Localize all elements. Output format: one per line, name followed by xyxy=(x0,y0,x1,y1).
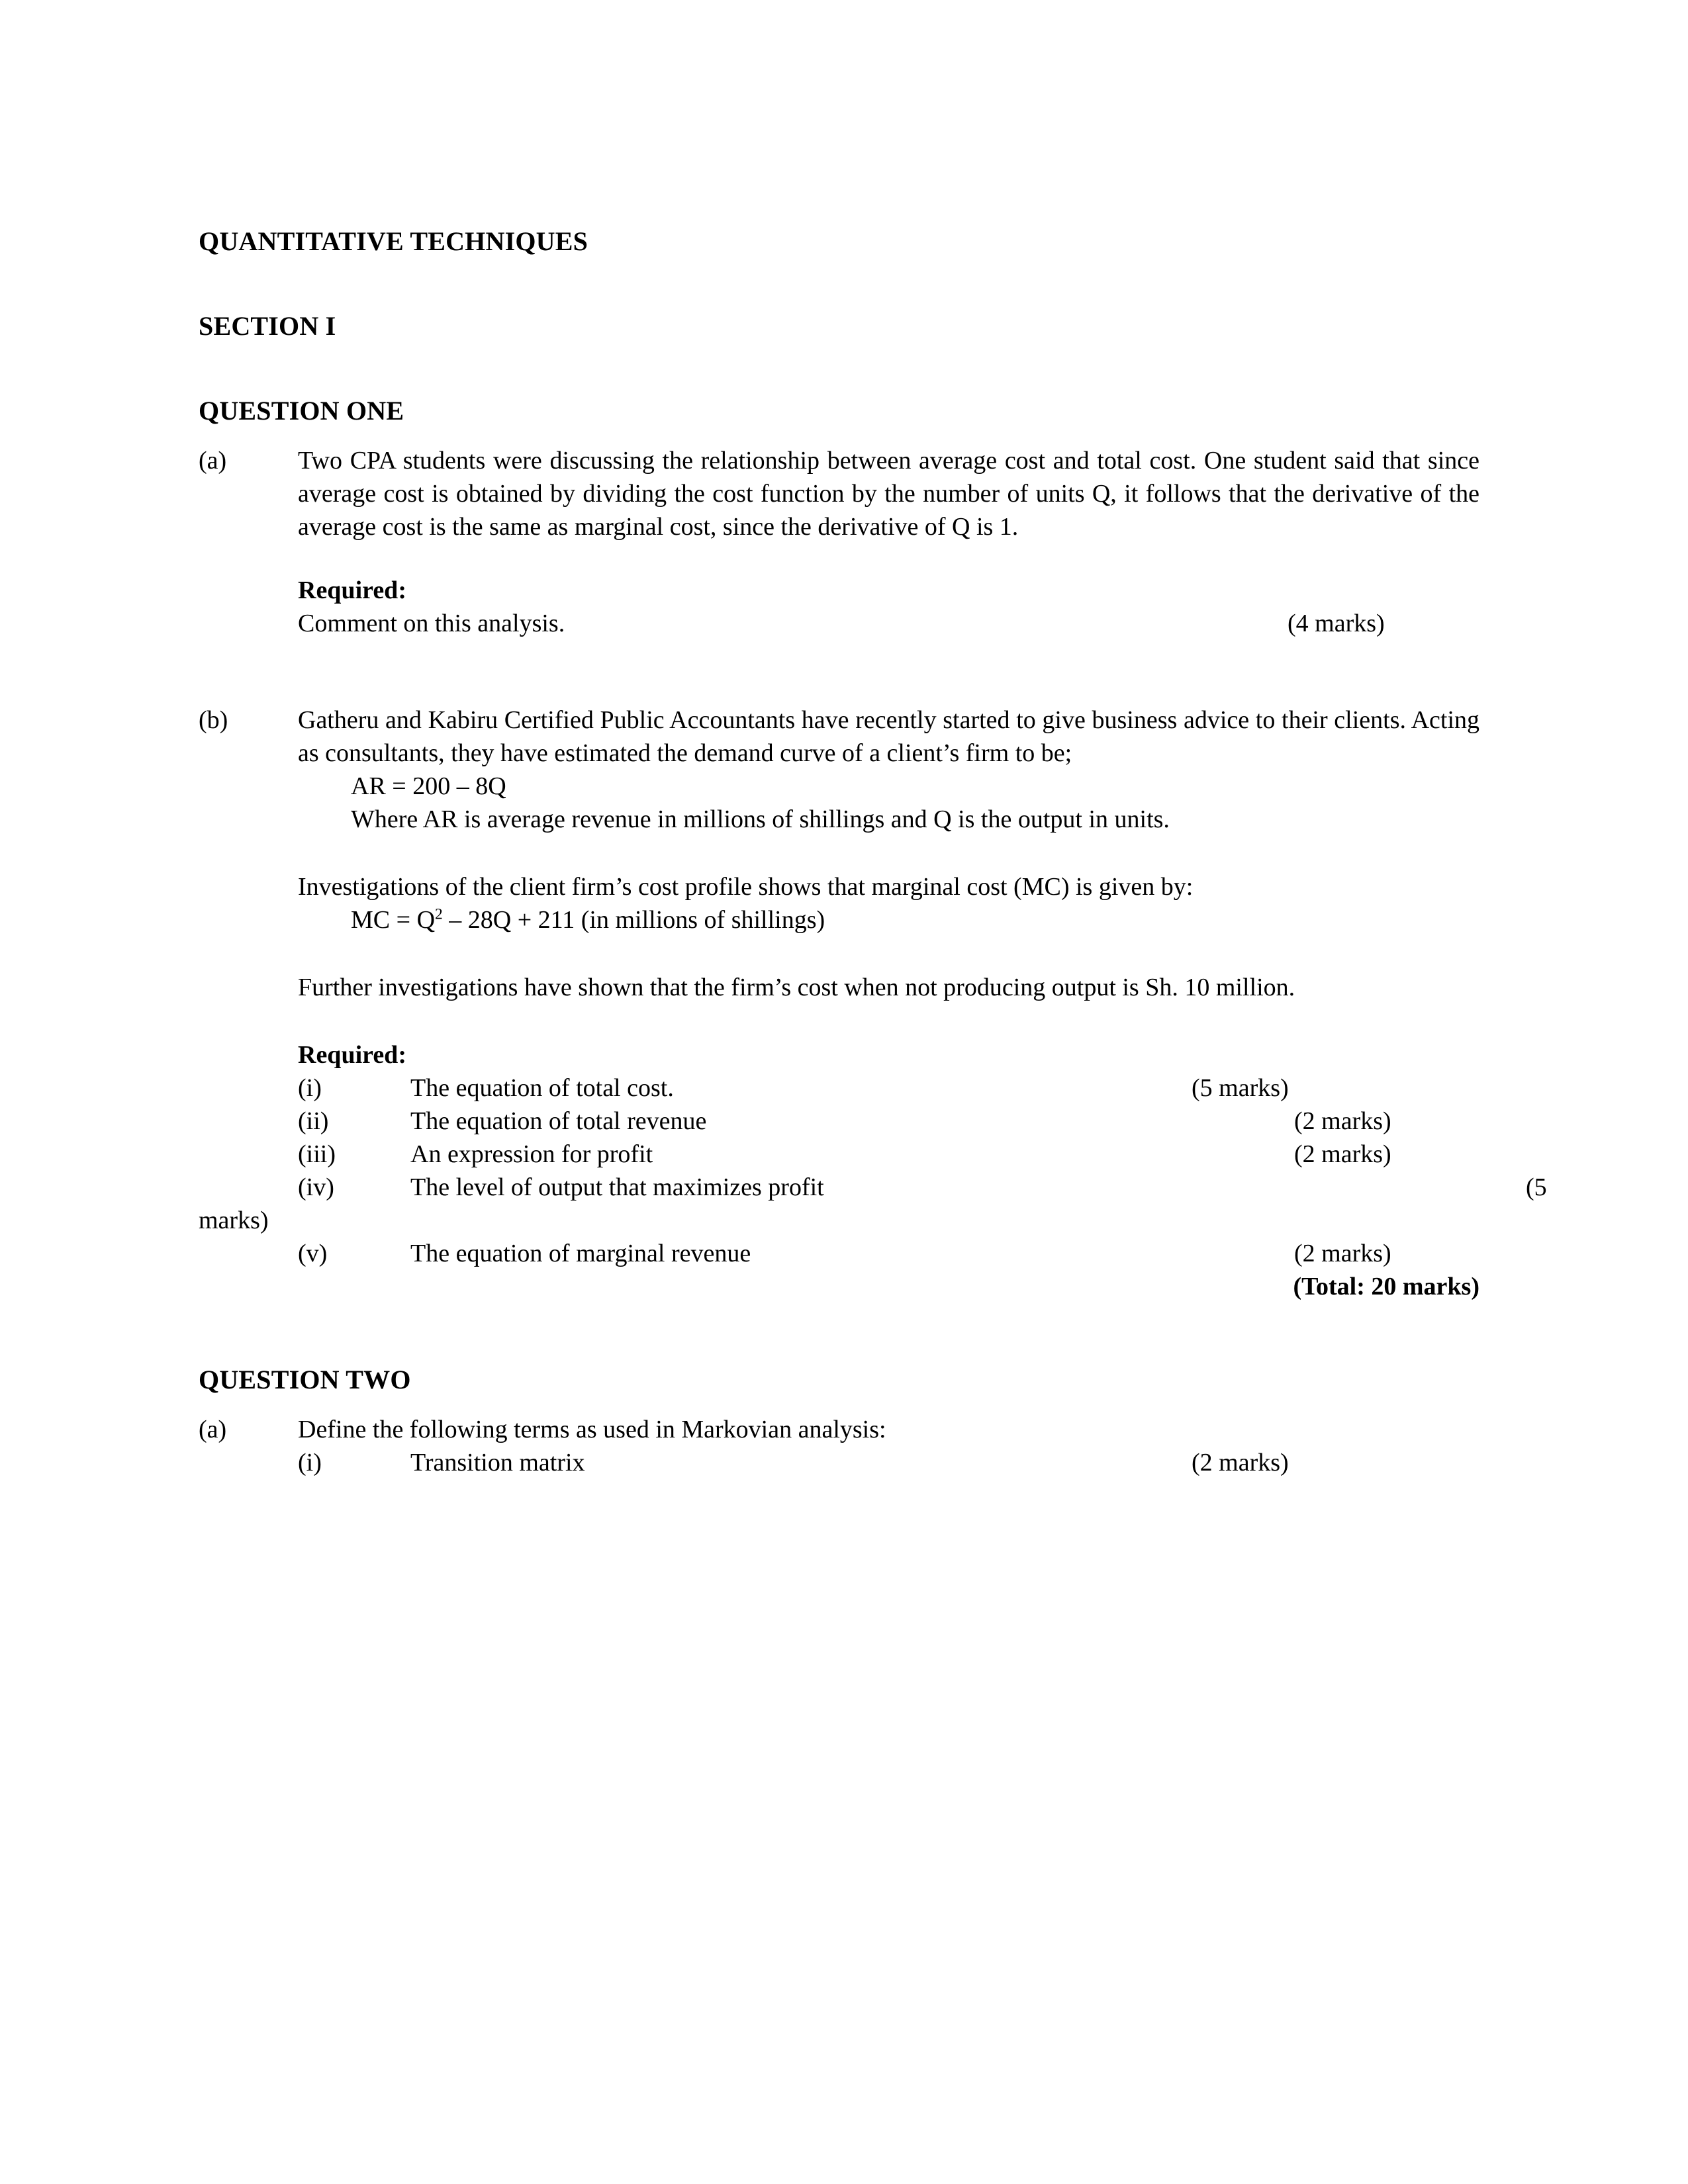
spacer xyxy=(298,836,1479,870)
document-title: QUANTITATIVE TECHNIQUES xyxy=(199,226,588,256)
question-two-part-a xyxy=(199,1413,1479,1479)
marks-label-partial: (5 xyxy=(1526,1173,1547,1201)
spacer xyxy=(199,424,1479,444)
equation-mc-exponent: 2 xyxy=(435,905,443,923)
spacer xyxy=(298,543,1479,574)
equation-mc-suffix: – 28Q + 211 (in millions of shillings) xyxy=(442,906,825,934)
item-text: Transition matrix xyxy=(410,1449,585,1477)
section-heading: SECTION I xyxy=(199,311,336,341)
spacer xyxy=(199,340,1479,398)
item-numeral: (v) xyxy=(298,1240,328,1267)
item-text: The equation of total cost. xyxy=(410,1074,674,1102)
marks-label: (5 marks) xyxy=(1192,1074,1289,1102)
required-item-v xyxy=(298,1237,1479,1270)
marks-label: (2 marks) xyxy=(1294,1240,1391,1267)
part-marker-a: (a) xyxy=(199,1416,227,1443)
required-item-iv xyxy=(298,1171,1547,1204)
equation-mc xyxy=(298,903,1479,936)
question-one-part-b-cont xyxy=(199,1237,1479,1270)
question-one-heading: QUESTION ONE xyxy=(199,396,404,426)
question-one-part-b xyxy=(199,704,1547,1204)
equation-mc-prefix: MC = Q xyxy=(351,906,436,934)
spacer xyxy=(199,640,1479,704)
item-numeral: (i) xyxy=(298,1074,322,1102)
part-a-required-row xyxy=(298,607,1479,640)
further-investigations-text: Further investigations have shown that the firm’s cost when not producing output is Sh. 10 million. xyxy=(298,974,1295,1001)
marks-label: (2 marks) xyxy=(1192,1449,1289,1477)
spacer xyxy=(199,1393,1479,1413)
marks-label: (2 marks) xyxy=(1294,1140,1391,1168)
item-text: An expression for profit xyxy=(410,1140,653,1168)
part-marker-b: (b) xyxy=(199,706,228,734)
item-numeral: (i) xyxy=(298,1449,322,1477)
question-one-total: (Total: 20 marks) xyxy=(1293,1273,1479,1300)
question-two-part-a-text: Define the following terms as used in Markovian analysis: xyxy=(298,1416,886,1443)
required-item-iii xyxy=(298,1138,1479,1171)
question-one-part-a xyxy=(199,444,1479,640)
equation-ar: AR = 200 – 8Q xyxy=(351,772,506,800)
required-item-i xyxy=(298,1071,1479,1105)
page-content xyxy=(199,226,1547,1479)
question-two-item-i xyxy=(298,1446,1479,1479)
spacer xyxy=(199,1303,1479,1367)
item-text: The equation of total revenue xyxy=(410,1107,707,1135)
spacer xyxy=(298,936,1479,971)
investigations-text: Investigations of the client firm’s cost profile shows that marginal cost (MC) is given by: xyxy=(298,873,1194,901)
marks-label: (4 marks) xyxy=(1288,610,1385,637)
part-a-required-label: Required: xyxy=(298,576,406,604)
marks-label: (2 marks) xyxy=(1294,1107,1391,1135)
part-b-required-label: Required: xyxy=(298,1041,406,1069)
spacer xyxy=(298,1004,1479,1038)
part-a-required-text: Comment on this analysis. xyxy=(298,610,565,637)
spacer xyxy=(199,255,1479,313)
item-text: The level of output that maximizes profit xyxy=(410,1173,824,1201)
item-text: The equation of marginal revenue xyxy=(410,1240,751,1267)
part-a-body: Two CPA students were discussing the relationship between average cost and total cost. One student said that since average cost is obtained by dividing the cost function by the number of units Q, it follows that the derivative of the average cost is the same as marginal cost, since the derivative of Q is 1. xyxy=(298,447,1479,541)
required-item-ii xyxy=(298,1105,1479,1138)
question-two-heading: QUESTION TWO xyxy=(199,1365,411,1394)
item-numeral: (iv) xyxy=(298,1173,334,1201)
wrapped-marks-continuation: marks) xyxy=(199,1206,269,1234)
part-marker-a: (a) xyxy=(199,447,227,475)
where-ar-definition: Where AR is average revenue in millions of shillings and Q is the output in units. xyxy=(351,805,1170,833)
item-numeral: (iii) xyxy=(298,1140,336,1168)
part-b-intro: Gatheru and Kabiru Certified Public Accountants have recently started to give business advice to their clients. Acting as consultants, they have estimated the demand curve of a client’s firm to be; xyxy=(298,706,1479,767)
item-numeral: (ii) xyxy=(298,1107,329,1135)
